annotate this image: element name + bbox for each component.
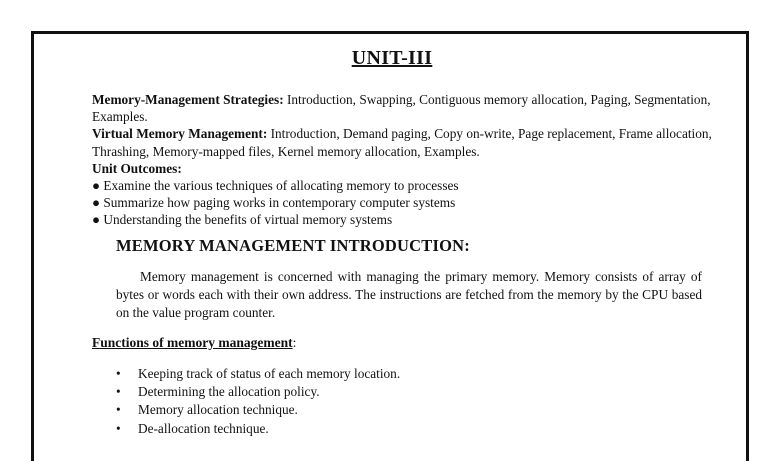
outcome-item: ● Summarize how paging works in contemporary computer systems	[92, 195, 456, 211]
outcome-item: ● Understanding the benefits of virtual memory systems	[92, 212, 393, 228]
list-item: • Keeping track of status of each memory location.	[116, 365, 400, 383]
mm-strategies-text: Introduction, Swapping, Contiguous memory allocation, Paging, Segmentation, Examples.	[92, 92, 711, 125]
vm-label: Virtual Memory Management:	[92, 126, 268, 142]
section-heading: MEMORY MANAGEMENT INTRODUCTION:	[116, 236, 470, 255]
mm-strategies-label: Memory-Management Strategies:	[92, 92, 284, 107]
functions-list	[116, 365, 400, 438]
vm-line	[92, 125, 712, 159]
functions-heading-text: Functions of memory management	[92, 335, 293, 350]
functions-heading	[92, 335, 296, 351]
unit-syllabus	[92, 91, 712, 229]
outcomes-label: Unit Outcomes:	[92, 160, 182, 176]
list-item: • Determining the allocation policy.	[116, 383, 400, 401]
intro-paragraph: Memory management is concerned with managing the primary memory. Memory consists of array of bytes or words each with their own address. The instructions are fetched from the memory by the CPU based on the value program counter.	[116, 269, 702, 320]
unit-title: UNIT-III	[351, 47, 433, 69]
functions-heading-colon: :	[292, 335, 297, 350]
list-item: • Memory allocation technique.	[116, 401, 400, 419]
list-item: • De-allocation technique.	[116, 420, 400, 438]
outcome-item: ● Examine the various techniques of allocating memory to processes	[92, 178, 459, 194]
mm-strategies-line	[92, 91, 712, 125]
vm-text: Introduction, Demand paging, Copy on-write, Page replacement, Frame allocation, Thrashing, Memory-mapped files, Kernel memory allocation, Examples.	[92, 126, 712, 159]
